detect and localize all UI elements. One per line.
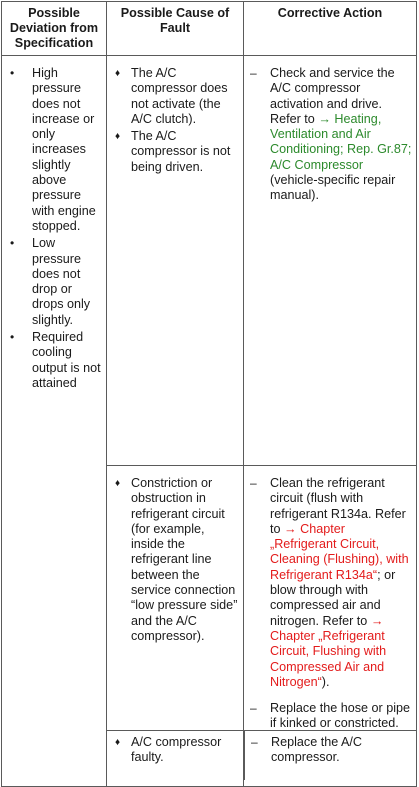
list-item (2, 236, 106, 328)
header-action: Corrective Action (244, 2, 417, 56)
action-text: Replace the A/C compressor. (271, 735, 363, 765)
action-list (245, 730, 417, 766)
cause-text: The A/C compressor is not being driven. (131, 129, 231, 174)
header-row (2, 2, 417, 56)
cause-text: Constriction or obstruction in refrigerant circuit (for example, inside the refrigerant line between the service connection “low pressure side” and the A/C compressor). (131, 476, 238, 643)
list-item (2, 330, 106, 391)
cause-cell (107, 56, 244, 466)
action-text: Clean the refrigerant circuit (flush with refrigerant R134a. Refer to (270, 476, 406, 536)
list-item (245, 735, 417, 766)
dash-marker: – (251, 735, 258, 749)
cause-list (107, 730, 244, 766)
diagnosis-table (1, 1, 417, 787)
action-cell (244, 730, 417, 780)
deviation-list (2, 56, 106, 391)
dash-marker: – (250, 66, 257, 80)
list-item (2, 66, 106, 234)
dash-marker: – (250, 701, 257, 716)
faulty-row (107, 730, 417, 780)
dash-marker: – (250, 476, 257, 490)
action-cell (244, 56, 417, 466)
list-item (244, 476, 416, 690)
diamond-marker: ♦ (115, 68, 121, 79)
table-row (2, 56, 417, 466)
list-item (244, 701, 416, 732)
action-text: (vehicle-specific repair manual). (270, 173, 396, 203)
diamond-marker: ♦ (115, 737, 121, 748)
list-item (107, 66, 243, 127)
cause-text: A/C compressor faulty. (131, 735, 222, 765)
deviation-text: High pressure does not increase or only increases slightly above pressure with engine stopped. (32, 66, 96, 233)
flushing-refrigerant-link[interactable]: → Chapter „Refrigerant Circuit, Cleaning (Flushing), with Refrigerant R134a“ (270, 521, 409, 582)
list-item (107, 129, 243, 175)
cause-text: The A/C compressor does not activate (the A/C clutch). (131, 66, 228, 126)
bullet-marker: • (10, 66, 15, 80)
hvac-compressor-link[interactable]: → Heating, Ventilation and Air Conditioning; Rep. Gr.87; A/C Compressor (270, 111, 412, 172)
deviation-text: Required cooling output is not attained (32, 330, 101, 390)
action-list (244, 56, 416, 204)
diamond-marker: ♦ (115, 478, 121, 489)
diamond-marker: ♦ (115, 131, 121, 143)
list-item (107, 476, 243, 644)
action-text: ; or blow through with compressed air and nitrogen. Refer to (270, 567, 396, 628)
bullet-marker: • (10, 236, 15, 251)
list-item (244, 66, 416, 204)
action-text: Replace the hose or pipe if kinked or constricted. (270, 701, 411, 731)
flushing-air-nitrogen-link[interactable]: → Chapter „Refrigerant Circuit, Flushing with Compressed Air and Nitrogen“ (270, 613, 387, 689)
header-cause: Possible Cause of Fault (107, 2, 244, 56)
deviation-cell (2, 56, 107, 787)
cause-list (107, 56, 243, 175)
list-item (107, 735, 244, 766)
deviation-text: Low pressure does not drop or drops only slightly. (32, 236, 91, 327)
action-text: Check and service the A/C compressor activation and drive. Refer to (270, 66, 395, 126)
bullet-marker: • (10, 330, 15, 345)
header-deviation: Possible Deviation from Specification (2, 2, 107, 56)
action-text: ). (321, 674, 330, 689)
cause-cell (107, 730, 244, 780)
